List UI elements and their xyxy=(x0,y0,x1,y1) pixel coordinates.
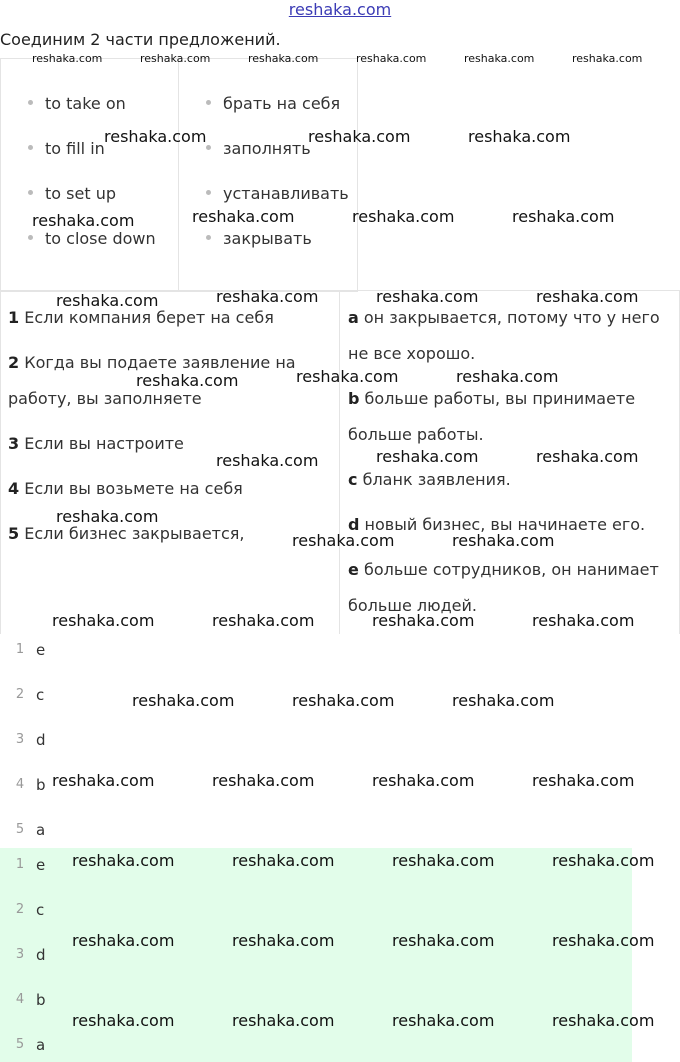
watermark: reshaka.com xyxy=(136,371,239,390)
watermark: reshaka.com xyxy=(532,771,635,790)
sentence-left-4: 4 Если вы возьмете на себя xyxy=(8,479,243,498)
vocab-ru-3: устанавливать xyxy=(206,184,349,203)
watermark: reshaka.com xyxy=(352,207,455,226)
sentence-divider xyxy=(339,290,340,634)
vocab-en-4: to close down xyxy=(28,229,156,248)
bullet-icon xyxy=(28,100,33,105)
watermark: reshaka.com xyxy=(52,771,155,790)
sentence-left-5: 5 Если бизнес закрывается, xyxy=(8,524,245,543)
watermark: reshaka.com xyxy=(216,451,319,470)
watermark: reshaka.com xyxy=(376,447,479,466)
site-logo[interactable]: reshaka.com xyxy=(288,0,392,19)
answer-value: e xyxy=(36,856,46,874)
bullet-icon xyxy=(28,190,33,195)
watermark: reshaka.com xyxy=(292,531,395,550)
bullet-icon xyxy=(28,145,33,150)
watermark: reshaka.com xyxy=(512,207,615,226)
watermark: reshaka.com xyxy=(392,851,495,870)
watermark: reshaka.com xyxy=(372,771,475,790)
watermark: reshaka.com xyxy=(308,127,411,146)
watermark: reshaka.com xyxy=(292,691,395,710)
watermark: reshaka.com xyxy=(536,287,639,306)
bullet-icon xyxy=(28,235,33,240)
sentence-left-3: 3 Если вы настроите xyxy=(8,434,184,453)
sentence-left-2: 2 Когда вы подаете заявление на работу, вы заполняете xyxy=(8,353,296,408)
answer-value: d xyxy=(36,946,46,964)
watermark: reshaka.com xyxy=(532,611,635,630)
watermark: reshaka.com xyxy=(72,851,175,870)
answer-value: b xyxy=(36,991,46,1009)
watermark: reshaka.com xyxy=(104,127,207,146)
vocab-en-2: to fill in xyxy=(28,139,105,158)
answer-value: d xyxy=(36,731,46,749)
watermark: reshaka.com xyxy=(212,611,315,630)
vocab-ru-2: заполнять xyxy=(206,139,311,158)
watermark: reshaka.com xyxy=(392,931,495,950)
sentence-right-c: c бланк заявления. xyxy=(348,470,511,489)
watermark: reshaka.com xyxy=(216,287,319,306)
bullet-icon xyxy=(206,190,211,195)
watermark: reshaka.com xyxy=(356,52,427,65)
watermark: reshaka.com xyxy=(552,931,655,950)
watermark: reshaka.com xyxy=(372,611,475,630)
answer-number: 5 xyxy=(15,822,25,837)
watermark: reshaka.com xyxy=(464,52,535,65)
answer-value: c xyxy=(36,901,45,919)
answer-number: 1 xyxy=(15,642,25,657)
sentence-left-1: 1 Если компания берет на себя xyxy=(8,308,274,327)
watermark: reshaka.com xyxy=(212,771,315,790)
answer-value: c xyxy=(36,686,45,704)
vocab-en-3: to set up xyxy=(28,184,116,203)
watermark: reshaka.com xyxy=(376,287,479,306)
answer-number: 4 xyxy=(15,992,25,1007)
watermark: reshaka.com xyxy=(192,207,295,226)
watermark: reshaka.com xyxy=(572,52,643,65)
answer-value: e xyxy=(36,641,46,659)
watermark: reshaka.com xyxy=(296,367,399,386)
watermark: reshaka.com xyxy=(72,1011,175,1030)
vocab-en-1: to take on xyxy=(28,94,126,113)
watermark: reshaka.com xyxy=(552,1011,655,1030)
watermark: reshaka.com xyxy=(452,691,555,710)
watermark: reshaka.com xyxy=(52,611,155,630)
sentence-right-b: b больше работы, вы принимаете больше работы. xyxy=(348,389,636,444)
bullet-icon xyxy=(206,100,211,105)
watermark: reshaka.com xyxy=(132,691,235,710)
answer-number: 2 xyxy=(15,902,25,917)
answer-value: b xyxy=(36,776,46,794)
watermark: reshaka.com xyxy=(232,851,335,870)
answer-value: a xyxy=(36,1036,46,1054)
bullet-icon xyxy=(206,145,211,150)
watermark: reshaka.com xyxy=(32,211,135,230)
instruction-text: Соединим 2 части предложений. xyxy=(0,30,281,49)
vocab-ru-4: закрывать xyxy=(206,229,312,248)
watermark: reshaka.com xyxy=(468,127,571,146)
watermark: reshaka.com xyxy=(140,52,211,65)
watermark: reshaka.com xyxy=(56,507,159,526)
watermark: reshaka.com xyxy=(456,367,559,386)
sentence-right-a: a он закрывается, потому что у него не все хорошо. xyxy=(348,308,660,363)
answer-number: 1 xyxy=(15,857,25,872)
watermark: reshaka.com xyxy=(232,931,335,950)
answer-number: 2 xyxy=(15,687,25,702)
answer-number: 3 xyxy=(15,732,25,747)
watermark: reshaka.com xyxy=(72,931,175,950)
watermark: reshaka.com xyxy=(392,1011,495,1030)
answer-number: 4 xyxy=(15,777,25,792)
vocab-ru-1: брать на себя xyxy=(206,94,340,113)
watermark: reshaka.com xyxy=(248,52,319,65)
watermark: reshaka.com xyxy=(536,447,639,466)
watermark: reshaka.com xyxy=(56,291,159,310)
vocab-divider xyxy=(178,58,179,292)
sentence-right-e: e больше сотрудников, он нанимает больше людей. xyxy=(348,560,659,615)
sentence-right-d: d новый бизнес, вы начинаете его. xyxy=(348,515,646,534)
watermark: reshaka.com xyxy=(452,531,555,550)
watermark: reshaka.com xyxy=(32,52,103,65)
answer-number: 5 xyxy=(15,1037,25,1052)
answer-value: a xyxy=(36,821,46,839)
watermark: reshaka.com xyxy=(232,1011,335,1030)
answer-number: 3 xyxy=(15,947,25,962)
watermark: reshaka.com xyxy=(552,851,655,870)
bullet-icon xyxy=(206,235,211,240)
